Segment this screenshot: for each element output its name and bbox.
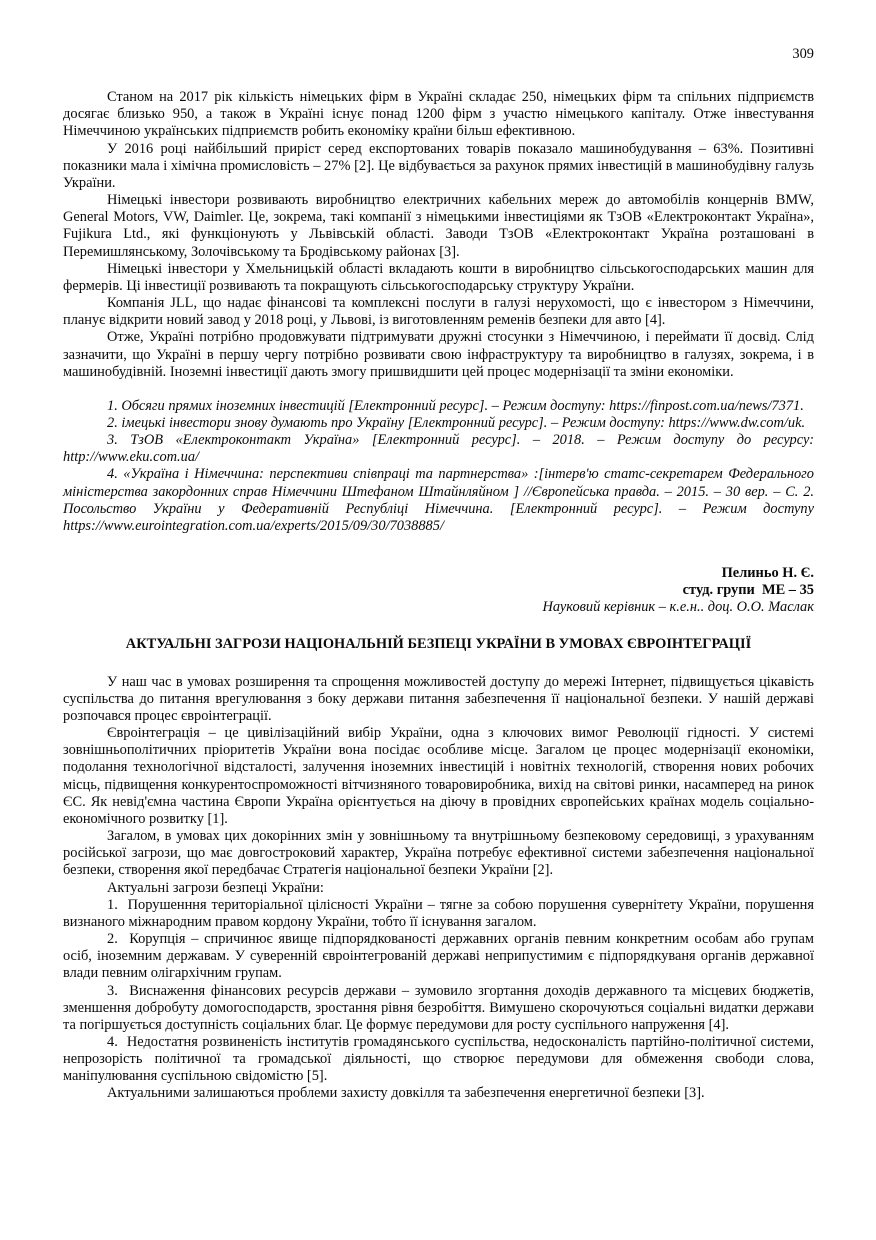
list-item: 2. Корупція – спричинює явище підпорядкованості державних органів певним конкретним особам або групам осіб, іноземним державам. У суверенній євроінтегрованій державі неприпустимим є підпорядкуваня органів державної влади певним олігархічним групам. <box>63 931 814 982</box>
paragraph: Німецькі інвестори розвивають виробництво електричних кабельних мереж до автомобілів концернів BMW, General Motors, VW, Daimler. Це, зокрема, такі компанії з німецькими інвестиціями як ТзОВ «Електроконтакт Україна», Fujikura Ltd., які функціонують у Львівській області. Заводи ТзОВ «Електроконтакт Україна розташовані в Перемишлянському, Золочівському та Бродівському районах [3]. <box>63 192 814 260</box>
reference-item: 2. імецькі інвестори знову думають про Україну [Електронний ресурс]. – Режим доступу: https://www.dw.com/uk. <box>107 414 806 431</box>
article-title: АКТУАЛЬНІ ЗАГРОЗИ НАЦІОНАЛЬНІЙ БЕЗПЕЦІ УКРАЇНИ В УМОВАХ ЄВРОІНТЕГРАЦІЇ <box>125 635 752 652</box>
article2-body <box>63 674 814 1103</box>
author-group: студ. групи МЕ – 35 <box>682 582 814 599</box>
list-item: 3. Виснаження фінансових ресурсів держави – зумовило згортання доходів державного та місцевих бюджетів, зменшення добробуту домогосподарств, зростання рівня безробіття. Вимушено скорочуються соціальні видатки держави та погіршується доступність соціальних благ. Це формує передумови для росту суспільного напруження [4]. <box>63 982 814 1033</box>
paragraph: Актуальні загрози безпеці України: <box>107 879 324 896</box>
paragraph: Загалом, в умовах цих докорінних змін у зовнішньому та внутрішньому безпековому середовищі, з урахуванням російської загрози, що має довгостроковий характер, Україна потребує ефективної системи забезпечення національної безпеки, створення якої передбачає Стратегія національної безпеки України [2]. <box>63 828 814 879</box>
article1-body <box>63 89 814 381</box>
paragraph: Компанія JLL, що надає фінансові та комплексні послуги в галузі нерухомості, що є інвестором з Німеччини, планує відкрити новий завод у 2018 році, у Львові, із виготовленням ременів безпеки для авто [4]. <box>63 295 814 329</box>
reference-list <box>63 398 814 535</box>
author-name: Пелиньо Н. Є. <box>721 565 814 582</box>
paragraph: Станом на 2017 рік кількість німецьких фірм в Україні складає 250, німецьких фірм та спільних підприємств досягає близько 950, а також в Україні існує понад 1200 фірм з участю німецького капіталу. Отже інвестування Німеччиною українських підприємств робить економіку країни більш ефективною. <box>63 89 814 140</box>
reference-item: 3. ТзОВ «Електроконтакт Україна» [Електронний ресурс]. – 2018. – Режим доступу до ресурсу: http://www.eku.com.ua/ <box>63 432 814 466</box>
reference-item: 1. Обсяги прямих іноземних інвестицій [Електронний ресурс]. – Режим доступу: https://finpost.com.ua/news/7371. <box>107 397 804 414</box>
paragraph: Євроінтеграція – це цивілізаційний вибір України, одна з ключових вимог Революції гідності. У системі зовнішньополітичних пріоритетів України вона посідає особливе місце. Загалом це процес модернізації економіки, подолання технологічної відсталості, залучення іноземних інвестицій і новітніх технологій, створення нових робочих місць, підвищення конкурентоспроможності вітчизняного товаровиробника, вихід на світові ринки, насамперед на ринок ЄС. Як невід'ємна частина Європи Україна орієнтується на діючу в провідних європейських країнах модель соціально-економічного розвитку [1]. <box>63 725 814 827</box>
paragraph: У наш час в умовах розширення та спрощення можливостей доступу до мережі Інтернет, підвищується цікавість суспільства до питання врегулювання з боку держави питання забезпечення її національної безпеки. У нашій державі розпочався процес євроінтеграції. <box>63 673 814 724</box>
list-item: 1. Порушенння територіальної цілісності України – тягне за собою порушення сувернітету України, порушення визнаного міжнародним правом кордону України, тобто її існування загалом. <box>63 896 814 930</box>
list-item: 4. Недостатня розвиненість інститутів громадянського суспільства, недосконалість партійно-політичної системи, непрозорість політичної та громадської діяльності, що створює передумови для обмеження свободи слова, маніпулювання суспільною свідомістю [5]. <box>63 1033 814 1085</box>
paragraph: Актуальними залишаються проблеми захисту довкілля та забезпечення енергетичної безпеки [3]. <box>107 1085 705 1102</box>
author-block <box>63 565 814 616</box>
paragraph: У 2016 році найбільший приріст серед експортованих товарів показало машинобудування – 63%. Позитивні показники мала і хімічна промисловість – 27% [2]. Це відбувається за рахунок прямих інвестицій в машинобудівну галузь України. <box>63 140 814 191</box>
page-number: 309 <box>792 46 814 62</box>
paragraph: Німецькі інвестори у Хмельницькій області вкладають кошти в виробництво сільськогосподарських машин для фермерів. Ці інвестиції розвивають та покращують сільськогосподарську структуру України. <box>63 260 814 294</box>
reference-item: 4. «Україна і Німеччина: перспективи співпраці та партнерства» :[інтерв'ю статс-секретарем Федерального міністерства закордонних справ Німеччини Штефаном Штайнляйном ] //Європейська правда. – 2015. – 30 вер. – С. 2. Посольство України у Федеративній Республіці Німеччина. [Електронний ресурс]. – Режим доступу https://www.eurointegration.com.ua/experts/2015/09/30/7038885/ <box>63 466 814 534</box>
author-advisor: Науковий керівник – к.е.н.. доц. О.О. Маслак <box>542 599 814 616</box>
paragraph: Отже, Україні потрібно продовжувати підтримувати дружні стосунки з Німеччиною, і переймати її досвід. Слід зазначити, що Україні в першу чергу потрібно розвивати свою інфраструктуру та виробництво в галузях, зокрема, і в машинобудівній. Іноземні інвестиції дають змогу пришвидшити цей процес модернізації та зміни економіки. <box>63 329 814 380</box>
